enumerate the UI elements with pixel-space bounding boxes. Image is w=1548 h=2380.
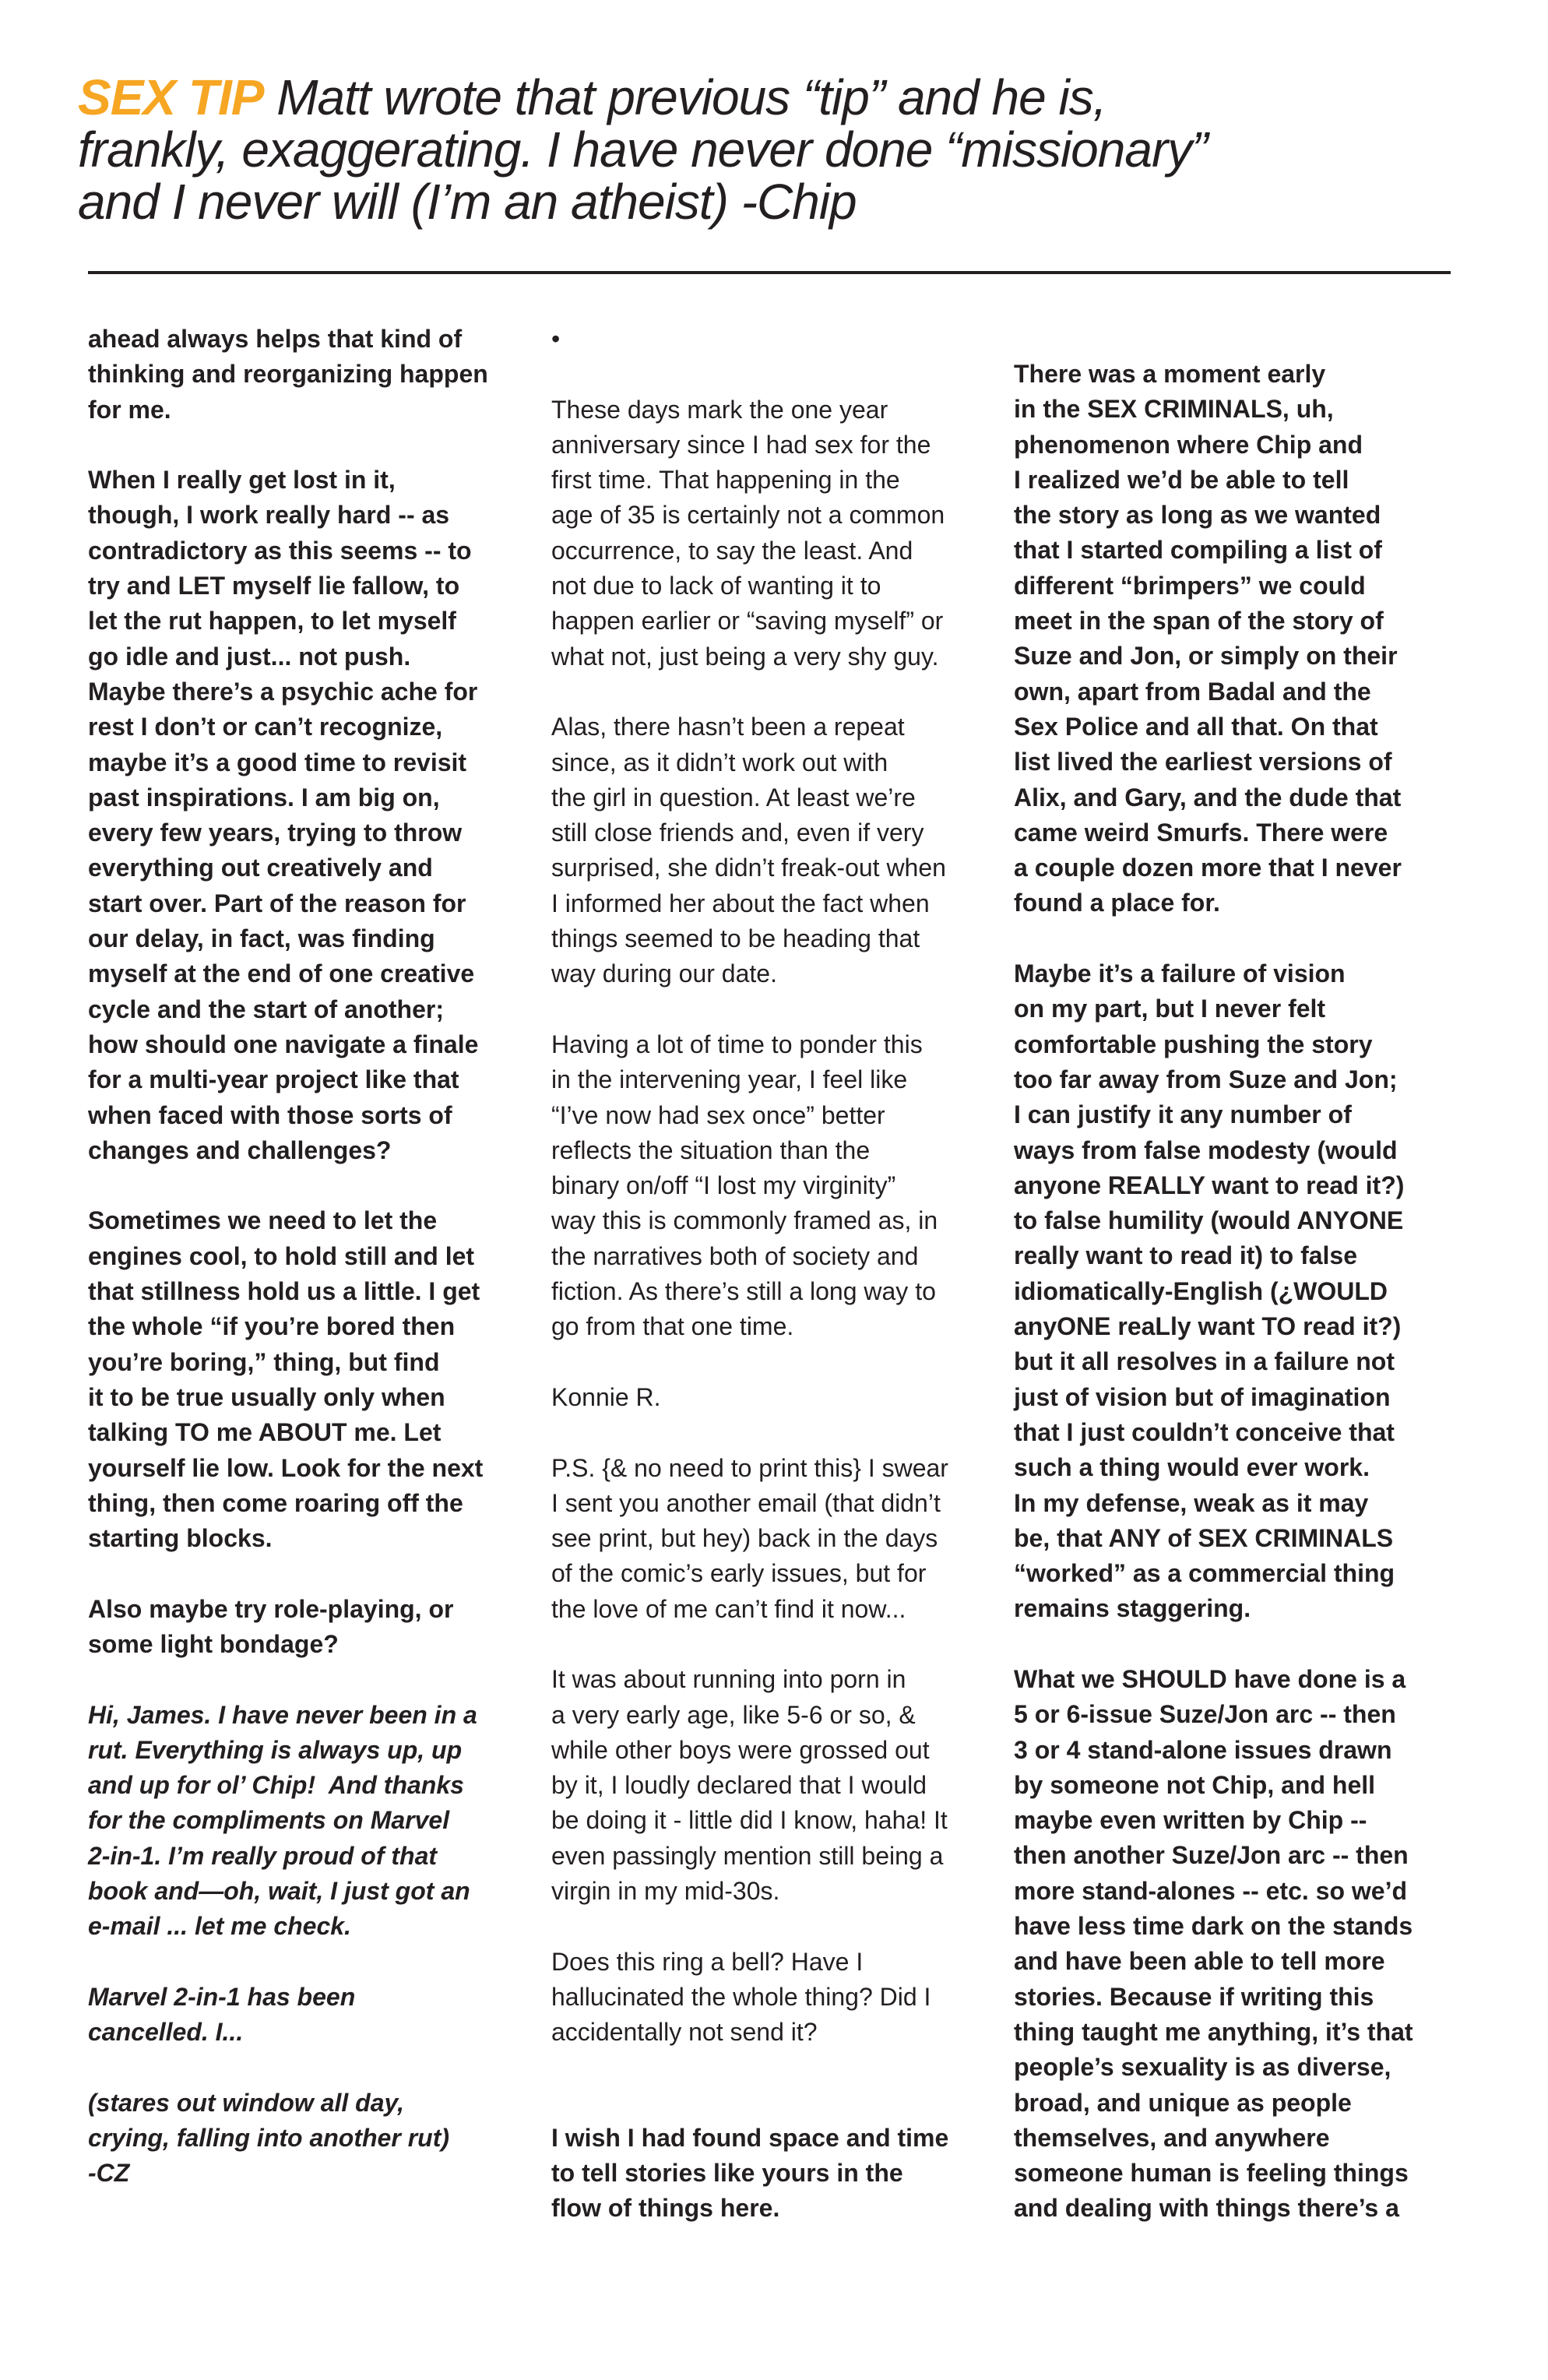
column-2 bbox=[551, 322, 1003, 2262]
paragraph: What we SHOULD have done is a 5 or 6-issue Suze/Jon arc -- then 3 or 4 stand-alone issues drawn by someone not Chip, and hell maybe even written by Chip -- then another Suze/Jon arc -- then more stand-alones -- etc. so we’d have less time dark on the stands and have been able to tell more stories. Because if writing this thing taught me anything, it’s that people’s sexuality is as diverse, broad, and unique as people themselves, and anywhere someone human is feeling things and dealing with things there’s a bbox=[1014, 1664, 1413, 2223]
sex-tip-label: SEX TIP bbox=[78, 69, 264, 125]
sex-tip-text: Matt wrote that previous “tip” and he is, frankly, exaggerating. I have never done “missionary” and I never will (I’m an atheist) -Chip bbox=[78, 69, 1208, 230]
column-3 bbox=[1014, 357, 1465, 2262]
reply-paragraph: I wish I had found space and time to tell stories like yours in the flow of things here. bbox=[551, 2123, 949, 2223]
paragraph: Maybe it’s a failure of vision on my part, but I never felt comfortable pushing the story too far away from Suze and Jon; I can justify it any number of ways from false modesty (would anyone REALLY want to read it?) to false humility (would ANYONE really want to read it) to false idiomatically-English (¿WOULD anyONE reaLly want TO read it?) but it all resolves in a failure not just of vision but of imagination that I just couldn’t conceive that such a thing would ever work. In my defense, weak as it may be, that ANY of SEX CRIMINALS “worked” as a commercial thing remains staggering. bbox=[1014, 959, 1405, 1623]
reply-paragraph: (stares out window all day, crying, falling into another rut) -CZ bbox=[88, 2088, 449, 2188]
letter-paragraph: P.S. {& no need to print this} I swear I sent you another email (that didn’t see print, but hey) back in the days of the comic’s early issues, but for the love of me can’t find it now... bbox=[551, 1453, 948, 1623]
letter-paragraph: Alas, there hasn’t been a repeat since, as it didn’t work out with the girl in question. At least we’re still close friends and, even if very surprised, she didn’t freak-out when I informed her about the fact when things seemed to be heading that way during our date. bbox=[551, 713, 946, 988]
letter-signature: Konnie R. bbox=[551, 1382, 661, 1411]
paragraph: There was a moment early in the SEX CRIMINALS, uh, phenomenon where Chip and I realized we’d be able to tell the story as long as we wanted that I started compiling a list of different “brimpers” we could meet in the span of the story of Suze and Jon, or simply on their own, apart from Badal and the Sex Police and all that. On that list lived the earliest versions of Alix, and Gary, and the dude that came weird Smurfs. There were a couple dozen more that I never found a place for. bbox=[1014, 360, 1402, 917]
letter-paragraph: These days mark the one year anniversary since I had sex for the first time. That happening in the age of 35 is certainly not a common occurrence, to say the least. And not due to lack of wanting it to happen earlier or “saving myself” or what not, just being a very shy guy. bbox=[551, 395, 945, 671]
reply-paragraph: Hi, James. I have never been in a rut. Everything is always up, up and up for ol’ Chip! And thanks for the compliments on Marvel 2-in-1. I’m really proud of that book and—oh, wait, I just got an e-mail ... let me check. bbox=[88, 1700, 477, 1941]
letter-paragraph: It was about running into porn in a very early age, like 5-6 or so, & while other boys were grossed out by it, I loudly declared that I would be doing it - little did I know, haha! It even passingly mention still being a virgin in my mid-30s. bbox=[551, 1665, 948, 1906]
paragraph: Also maybe try role-playing, or some light bondage? bbox=[88, 1594, 454, 1658]
letter-paragraph: Does this ring a bell? Have I hallucinated the whole thing? Did I accidentally not send it? bbox=[551, 1947, 931, 2047]
sex-tip-header bbox=[78, 69, 1479, 230]
reply-paragraph: Marvel 2-in-1 has been cancelled. I... bbox=[88, 1982, 356, 2047]
paragraph: Sometimes we need to let the engines cool, to hold still and let that stillness hold us a little. I get the whole “if you’re bored then you’re boring,” thing, but find it to be true usually only when talking TO me ABOUT me. Let yourself lie low. Look for the next thing, then come roaring off the starting blocks. bbox=[88, 1206, 484, 1553]
divider-rule bbox=[88, 271, 1451, 274]
section-bullet: • bbox=[551, 325, 561, 353]
paragraph: When I really get lost in it, though, I work really hard -- as contradictory as this seems -- to try and LET myself lie fallow, to let the rut happen, to let myself go idle and just... not push. Maybe there’s a psychic ache for rest I don’t or can’t recognize, maybe it’s a good time to revisit past inspirations. I am big on, every few years, trying to throw everything out creatively and start over. Part of the reason for our delay, in fact, was finding myself at the end of one creative cycle and the start of another; how should one navigate a finale for a multi-year project like that when faced with those sorts of changes and challenges? bbox=[88, 466, 479, 1164]
letter-paragraph: Having a lot of time to ponder this in the intervening year, I feel like “I’ve now had sex once” better reflects the situation than the binary on/off “I lost my virginity” way this is commonly framed as, in the narratives both of society and fiction. As there’s still a long way to go from that one time. bbox=[551, 1030, 938, 1341]
paragraph: ahead always helps that kind of thinking and reorganizing happen for me. bbox=[88, 325, 488, 424]
column-1 bbox=[88, 322, 540, 2227]
